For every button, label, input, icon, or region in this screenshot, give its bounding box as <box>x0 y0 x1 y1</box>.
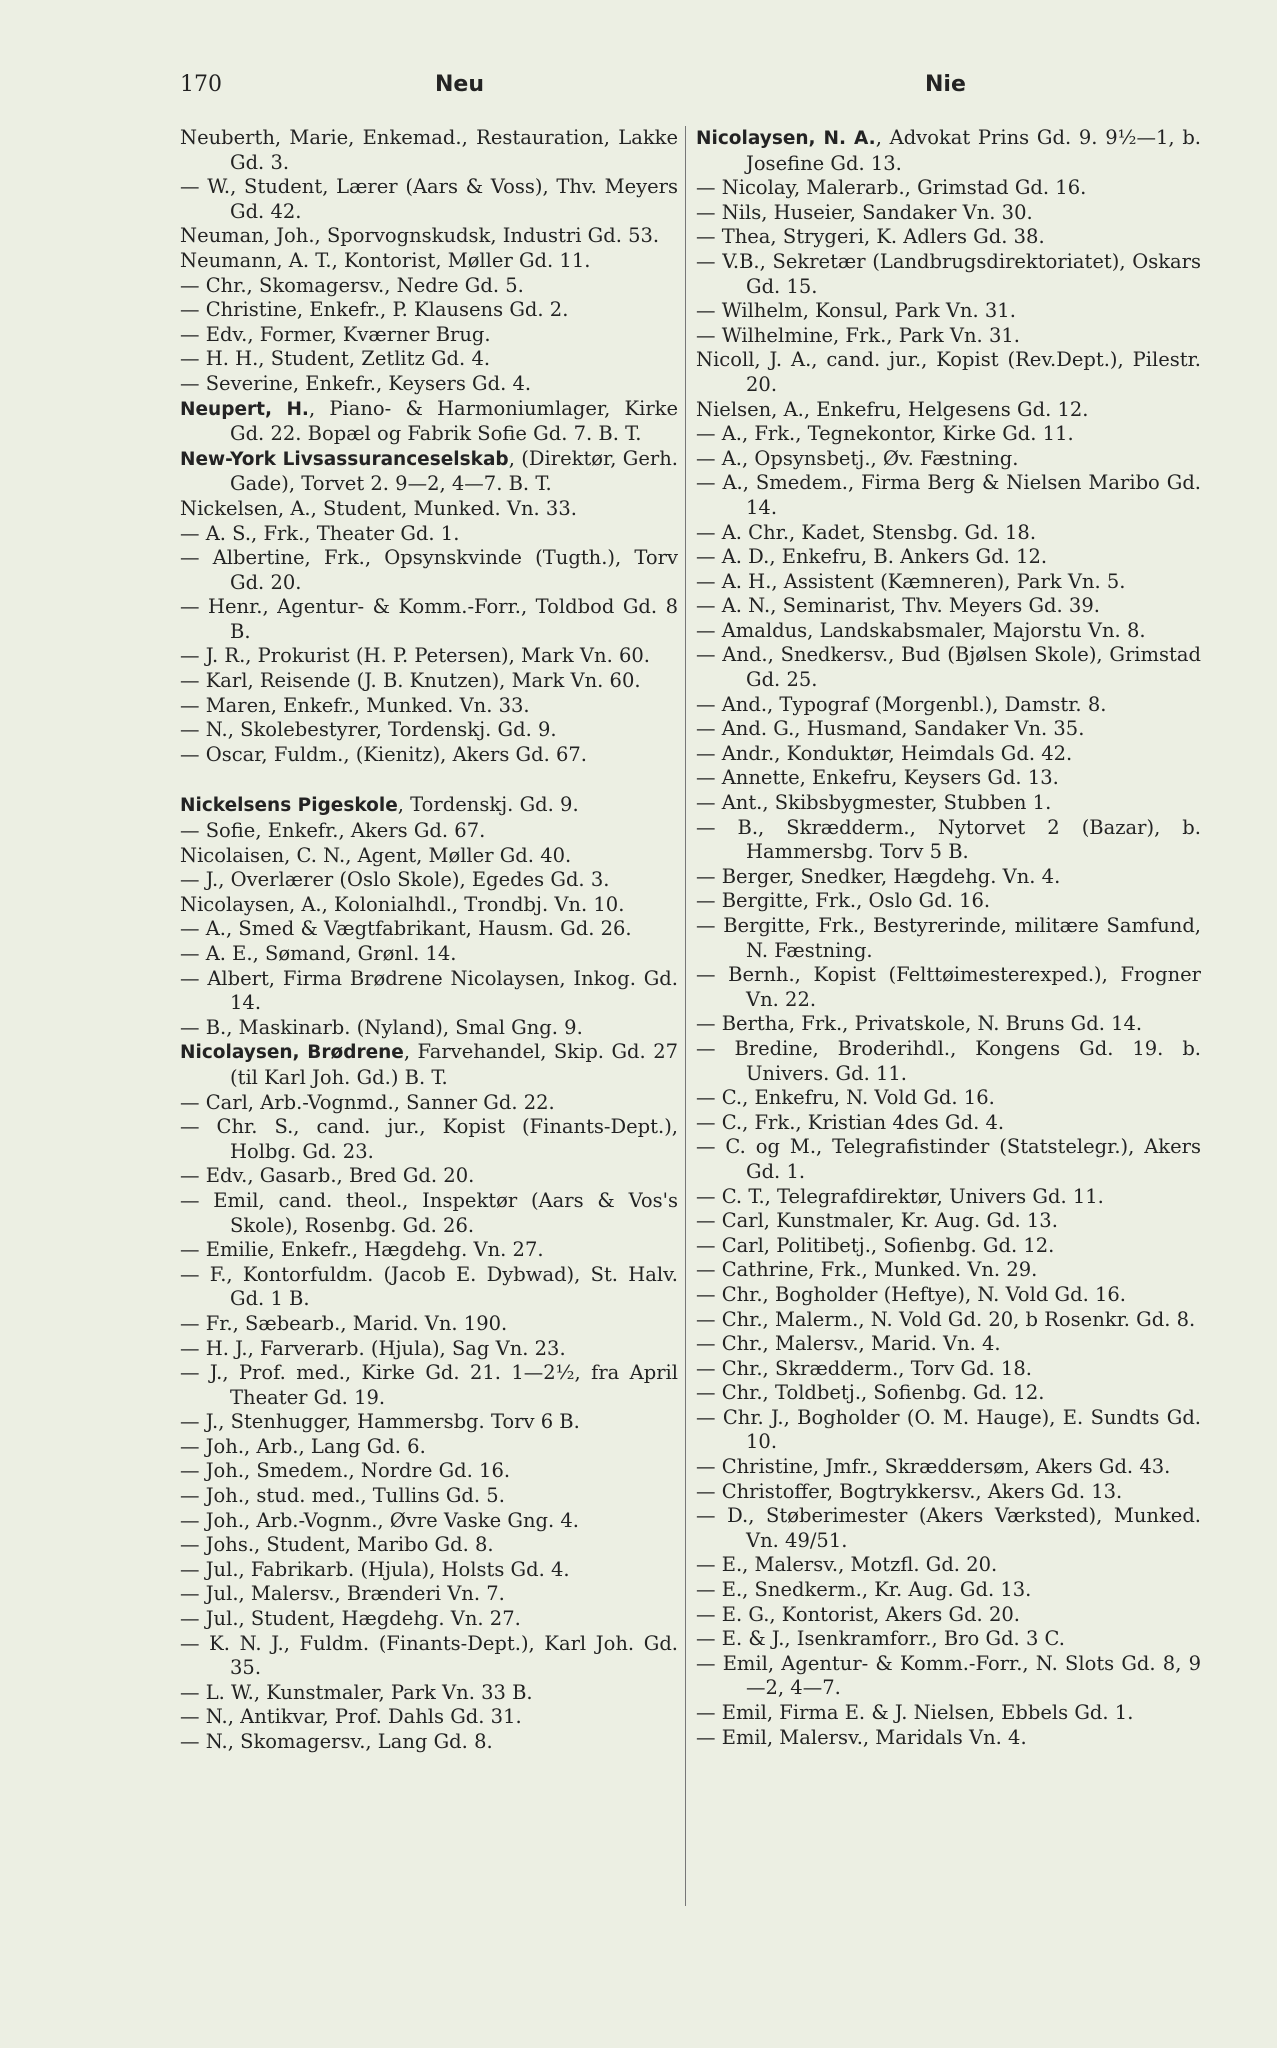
entry-text: Bergitte, Frk., Bestyrerinde, militære Samfund, N. Fæstning. <box>723 914 1202 962</box>
directory-entry <box>696 1578 1201 1603</box>
entry-text: B., Maskinarb. (Nyland), Smal Gng. 9. <box>205 1015 583 1039</box>
entry-text: B., Skrædderm., Nytorvet 2 (Bazar), b. Hammersbg. Torv 5 B. <box>737 815 1201 864</box>
entry-text: Chr. S., cand. jur., Kopist (Finants-Dept.), Holbg. Gd. 23. <box>216 1115 678 1163</box>
directory-entry <box>180 1533 678 1558</box>
entry-text: Albert, Firma Brødrene Nicolaysen, Inkog. Gd. 14. <box>207 966 678 1015</box>
directory-entry <box>180 497 678 522</box>
directory-entry <box>696 398 1201 423</box>
entry-text: C. T., Telegrafdirektør, Univers Gd. 11. <box>721 1184 1104 1208</box>
entry-text: Carl, Kunstmaler, Kr. Aug. Gd. 13. <box>721 1209 1058 1233</box>
directory-entry <box>696 348 1201 397</box>
entry-text: Jul., Fabrikarb. (Hjula), Holsts Gd. 4. <box>205 1557 570 1581</box>
entry-text: Neuberth, Marie, Enkemad., Restauration, Lakke Gd. 3. <box>180 126 678 174</box>
entry-text: Karl, Reisende (J. B. Knutzen), Mark Vn. 60. <box>205 669 641 693</box>
entry-text: Ant., Skibsbygmester, Stubben 1. <box>721 791 1052 815</box>
directory-entry <box>696 250 1201 299</box>
directory-entry <box>180 372 678 397</box>
entry-text: , Tordenskj. Gd. 9. <box>397 793 579 817</box>
directory-entry <box>180 793 678 819</box>
entry-text: Nielsen, A., Enkefru, Helgesens Gd. 12. <box>696 397 1089 421</box>
directory-entry <box>696 299 1201 324</box>
directory-entry <box>696 471 1201 520</box>
entry-text: E. G., Kontorist, Akers Gd. 20. <box>721 1602 1020 1626</box>
entry-text: Andr., Konduktør, Heimdals Gd. 42. <box>721 741 1073 765</box>
directory-entry <box>696 1553 1201 1578</box>
directory-entry <box>696 225 1201 250</box>
directory-entry <box>696 1603 1201 1628</box>
entry-text: Fr., Sæbearb., Marid. Vn. 190. <box>205 1311 508 1335</box>
directory-entry <box>696 1283 1201 1308</box>
entry-text: Chr., Malerm., N. Vold Gd. 20, b Rosenkr. Gd. 8. <box>721 1307 1196 1331</box>
entry-text: J. R., Prokurist (H. P. Petersen), Mark Vn. 60. <box>205 644 650 668</box>
entry-text: N., Antikvar, Prof. Dahls Gd. 31. <box>205 1705 522 1729</box>
entry-heading: Neupert, H. <box>180 398 309 420</box>
directory-entry <box>696 594 1201 619</box>
directory-entry <box>180 967 678 1016</box>
entry-text: A., Frk., Tegnekontor, Kirke Gd. 11. <box>721 422 1074 446</box>
directory-entry <box>696 1381 1201 1406</box>
directory-entry <box>180 249 678 274</box>
directory-entry <box>180 1164 678 1189</box>
directory-entry <box>180 298 678 323</box>
entry-text: A. E., Sømand, Grønl. 14. <box>205 942 457 965</box>
directory-entry <box>180 224 678 249</box>
directory-entry <box>180 1238 678 1263</box>
directory-entry <box>180 819 678 844</box>
directory-entry <box>180 1040 678 1090</box>
entry-text: Carl, Arb.-Vognmd., Sanner Gd. 22. <box>205 1090 555 1114</box>
directory-entry <box>180 1632 678 1681</box>
entry-text: And., Typograf (Morgenbl.), Damstr. 8. <box>721 692 1107 716</box>
entry-text: Maren, Enkefr., Munked. Vn. 33. <box>205 693 530 717</box>
directory-entry <box>696 1185 1201 1210</box>
entry-text: A. N., Seminarist, Thv. Meyers Gd. 39. <box>721 594 1100 618</box>
directory-entry <box>180 1705 678 1730</box>
entry-text: J., Stenhugger, Hammersbg. Torv 6 B. <box>205 1410 580 1434</box>
entry-text: Emil, cand. theol., Inspektør (Aars & Vos's Skole), Rosenbg. Gd. 26. <box>213 1188 678 1237</box>
entry-text: Chr., Malersv., Marid. Vn. 4. <box>721 1332 1001 1356</box>
entry-heading: New-York Livsassuranceselskab <box>180 448 509 470</box>
directory-entry <box>696 717 1201 742</box>
directory-entry <box>180 1730 678 1755</box>
entry-text: Joh., Arb., Lang Gd. 6. <box>205 1434 426 1458</box>
entry-text: H. J., Farverarb. (Hjula), Sag Vn. 23. <box>205 1336 566 1360</box>
entry-text: N., Skomagersv., Lang Gd. 8. <box>205 1730 493 1753</box>
entry-text: Christine, Enkefr., P. Klausens Gd. 2. <box>205 298 569 322</box>
entry-text: Johs., Student, Maribo Gd. 8. <box>205 1533 494 1557</box>
entry-text: Jul., Student, Hægdehg. Vn. 27. <box>205 1607 521 1631</box>
directory-entry <box>180 1091 678 1116</box>
directory-entry <box>696 1111 1201 1136</box>
entry-text: Emil, Firma E. & J. Nielsen, Ebbels Gd. 1. <box>721 1701 1134 1724</box>
directory-entry <box>180 1582 678 1607</box>
entry-text: A. Chr., Kadet, Stensbg. Gd. 18. <box>721 520 1037 544</box>
directory-entry <box>180 893 678 918</box>
entry-text: H. H., Student, Zetlitz Gd. 4. <box>205 347 491 371</box>
directory-entry <box>696 693 1201 718</box>
entry-text: N., Skolebestyrer, Tordenskj. Gd. 9. <box>205 718 557 742</box>
directory-entry <box>180 743 678 768</box>
directory-entry <box>180 1361 678 1410</box>
directory-entry <box>696 1258 1201 1283</box>
directory-entry <box>180 1607 678 1632</box>
entry-text: Nicoll, J. A., cand. jur., Kopist (Rev.Dept.), Pilestr. 20. <box>696 348 1201 396</box>
entry-text: Christine, Jmfr., Skræddersøm, Akers Gd. 43. <box>721 1455 1171 1479</box>
directory-entry <box>696 1209 1201 1234</box>
directory-entry <box>696 1332 1201 1357</box>
entry-text: Emil, Agentur- & Komm.-Forr., N. Slots Gd. 8, 9—2, 4—7. <box>722 1651 1201 1700</box>
directory-entry <box>696 1480 1201 1505</box>
entry-text: Amaldus, Landskabsmaler, Majorstu Vn. 8. <box>721 618 1146 642</box>
directory-entry <box>180 1681 678 1706</box>
directory-entry <box>180 1312 678 1337</box>
directory-entry <box>180 669 678 694</box>
directory-entry <box>696 570 1201 595</box>
entry-text: J., Prof. med., Kirke Gd. 21. 1—2½, fra April Theater Gd. 19. <box>209 1361 678 1409</box>
page-number: 170 <box>180 72 222 97</box>
entry-text: Nicolay, Malerarb., Grimstad Gd. 16. <box>721 176 1087 200</box>
entry-text: L. W., Kunstmaler, Park Vn. 33 B. <box>205 1680 533 1704</box>
directory-entry <box>696 1406 1201 1455</box>
entry-text: E. & J., Isenkramforr., Bro Gd. 3 C. <box>721 1627 1065 1651</box>
entry-text: W., Student, Lærer (Aars & Voss), Thv. Meyers Gd. 42. <box>207 175 679 223</box>
right-column <box>696 126 1201 1750</box>
directory-entry <box>180 942 678 967</box>
directory-entry <box>180 1484 678 1509</box>
directory-entry <box>696 1504 1201 1553</box>
entry-text: C., Enkefru, N. Vold Gd. 16. <box>721 1086 995 1110</box>
entry-text: Neuman, Joh., Sporvognskudsk, Industri Gd. 53. <box>180 224 660 248</box>
directory-entry <box>696 791 1201 816</box>
directory-entry <box>696 643 1201 692</box>
directory-entry <box>180 447 678 497</box>
directory-entry <box>180 1189 678 1238</box>
directory-entry <box>696 1086 1201 1111</box>
entry-text: Bredine, Broderihdl., Kongens Gd. 19. b. Univers. Gd. 11. <box>734 1036 1202 1085</box>
entry-text: Nicolaysen, A., Kolonialhdl., Trondbj. Vn. 10. <box>180 892 625 916</box>
directory-entry <box>696 1308 1201 1333</box>
directory-entry <box>180 175 678 224</box>
entry-text: And., Snedkersv., Bud (Bjølsen Skole), Grimstad Gd. 25. <box>722 643 1201 692</box>
directory-entry <box>180 1459 678 1484</box>
directory-entry <box>696 1701 1201 1726</box>
directory-entry <box>696 1726 1201 1751</box>
directory-entry <box>696 201 1201 226</box>
entry-text: A. S., Frk., Theater Gd. 1. <box>205 521 460 545</box>
directory-entry <box>180 868 678 893</box>
entry-text: Chr. J., Bogholder (O. M. Hauge), E. Sundts Gd. 10. <box>722 1405 1202 1454</box>
entry-text: , (Direktør, Gerh. Gade), Torvet 2. 9—2, 4—7. B. T. <box>230 446 679 496</box>
entry-text: Nils, Huseier, Sandaker Vn. 30. <box>721 200 1033 224</box>
directory-entry <box>180 1337 678 1362</box>
directory-entry <box>180 917 678 942</box>
entry-text: Nicolaisen, C. N., Agent, Møller Gd. 40. <box>180 843 572 867</box>
directory-entry <box>696 1135 1201 1184</box>
entry-text: Cathrine, Frk., Munked. Vn. 29. <box>721 1258 1038 1282</box>
directory-entry <box>180 595 678 644</box>
left-column <box>180 126 678 1755</box>
entry-text: K. N. J., Fuldm. (Finants-Dept.), Karl Joh. Gd. 35. <box>209 1631 678 1680</box>
directory-entry <box>696 619 1201 644</box>
directory-entry <box>696 1357 1201 1382</box>
right-guide-word: Nie <box>925 72 966 97</box>
directory-entry <box>696 865 1201 890</box>
entry-text: Bernh., Kopist (Felttøimesterexped.), Frogner Vn. 22. <box>728 963 1201 1011</box>
entry-text: Chr., Bogholder (Heftye), N. Vold Gd. 16. <box>721 1282 1126 1306</box>
entry-text: Emil, Malersv., Maridals Vn. 4. <box>721 1725 1027 1749</box>
entry-text: Berger, Snedker, Hægdehg. Vn. 4. <box>721 864 1061 888</box>
entry-text: Severine, Enkefr., Keysers Gd. 4. <box>205 371 532 395</box>
entry-text: Christoffer, Bogtrykkersv., Akers Gd. 13. <box>721 1479 1123 1503</box>
directory-entry <box>696 545 1201 570</box>
entry-heading: Nicolaysen, Brødrene <box>180 1042 404 1064</box>
column-divider <box>685 126 686 1906</box>
entry-text: Oscar, Fuldm., (Kienitz), Akers Gd. 67. <box>205 742 588 766</box>
entry-text: , Piano- & Harmoniumlager, Kirke Gd. 22. Bopæl og Fabrik Sofie Gd. 7. B. T. <box>230 396 678 446</box>
directory-entry <box>180 1263 678 1312</box>
directory-entry <box>180 694 678 719</box>
directory-entry <box>180 1509 678 1534</box>
directory-entry <box>696 742 1201 767</box>
directory-entry <box>180 1410 678 1435</box>
directory-entry <box>180 397 678 447</box>
entry-text: Joh., stud. med., Tullins Gd. 5. <box>205 1484 505 1508</box>
entry-text: Chr., Skrædderm., Torv Gd. 18. <box>721 1356 1032 1380</box>
directory-entry <box>180 274 678 299</box>
entry-text: , Advokat Prins Gd. 9. 9½—1, b. Josefine Gd. 13. <box>746 126 1201 175</box>
entry-text: A., Opsynsbetj., Øv. Fæstning. <box>721 446 1019 470</box>
directory-entry <box>696 176 1201 201</box>
entry-text: Annette, Enkefru, Keysers Gd. 13. <box>721 766 1059 790</box>
entry-text: J., Overlærer (Oslo Skole), Egedes Gd. 3. <box>205 868 610 892</box>
directory-entry <box>180 1558 678 1583</box>
entry-text: Chr., Skomagersv., Nedre Gd. 5. <box>205 273 524 297</box>
directory-entry <box>180 126 678 175</box>
directory-entry <box>696 1037 1201 1086</box>
directory-entry <box>180 1435 678 1460</box>
directory-entry <box>696 1455 1201 1480</box>
entry-text: Sofie, Enkefr., Akers Gd. 67. <box>205 819 486 843</box>
directory-entry <box>696 889 1201 914</box>
entry-text: A., Smed & Vægtfabrikant, Hausm. Gd. 26. <box>205 917 632 941</box>
entry-text: Carl, Politibetj., Sofienbg. Gd. 12. <box>721 1233 1055 1257</box>
entry-text: Joh., Smedem., Nordre Gd. 16. <box>205 1459 511 1483</box>
page-header <box>180 72 1210 106</box>
directory-entry <box>180 323 678 348</box>
entry-text: Jul., Malersv., Brænderi Vn. 7. <box>205 1582 505 1606</box>
entry-text: A., Smedem., Firma Berg & Nielsen Maribo Gd. 14. <box>722 471 1202 519</box>
entry-text: C., Frk., Kristian 4des Gd. 4. <box>721 1110 1005 1134</box>
entry-text: Wilhelm, Konsul, Park Vn. 31. <box>721 299 1016 323</box>
entry-text: , Farvehandel, Skip. Gd. 27 (til Karl Joh. Gd.) B. T. <box>230 1040 679 1089</box>
entry-text: Joh., Arb.-Vognm., Øvre Vaske Gng. 4. <box>205 1508 579 1532</box>
directory-entry <box>696 1012 1201 1037</box>
directory-entry <box>180 1016 678 1041</box>
directory-entry <box>180 546 678 595</box>
entry-text: C. og M., Telegrafistinder (Statstelegr.), Akers Gd. 1. <box>725 1135 1201 1183</box>
entry-heading: Nicolaysen, N. A. <box>696 128 876 149</box>
directory-entry <box>696 521 1201 546</box>
entry-text: Albertine, Frk., Opsynskvinde (Tugth.), Torv Gd. 20. <box>212 546 678 594</box>
entry-heading: Nickelsens Pigeskole <box>180 795 398 817</box>
directory-entry <box>180 718 678 743</box>
entry-text: Bertha, Frk., Privatskole, N. Bruns Gd. 14. <box>721 1012 1143 1036</box>
entry-text: A. D., Enkefru, B. Ankers Gd. 12. <box>721 545 1048 569</box>
entry-text: Thea, Strygeri, K. Adlers Gd. 38. <box>721 225 1045 249</box>
entry-text: Emilie, Enkefr., Hægdehg. Vn. 27. <box>205 1238 544 1262</box>
directory-entry <box>696 1627 1201 1652</box>
directory-entry <box>180 644 678 669</box>
directory-entry <box>696 914 1201 963</box>
directory-entry <box>696 447 1201 472</box>
entry-text: Henr., Agentur- & Komm.-Forr., Toldbod Gd. 8 B. <box>208 595 678 643</box>
entry-text: Wilhelmine, Frk., Park Vn. 31. <box>721 323 1020 347</box>
directory-entry <box>180 1115 678 1164</box>
entry-text: F., Kontorfuldm. (Jacob E. Dybwad), St. Halv. Gd. 1 B. <box>209 1262 678 1311</box>
entry-text: D., Støberimester (Akers Værksted), Munked. Vn. 49/51. <box>727 1504 1202 1552</box>
entry-text: Neumann, A. T., Kontorist, Møller Gd. 11. <box>180 248 591 272</box>
left-guide-word: Neu <box>435 72 484 97</box>
directory-entry <box>696 324 1201 349</box>
entry-text: A. H., Assistent (Kæmneren), Park Vn. 5. <box>721 569 1126 593</box>
directory-entry <box>696 1652 1201 1701</box>
directory-entry <box>696 816 1201 865</box>
entry-text: Nickelsen, A., Student, Munked. Vn. 33. <box>180 496 577 520</box>
entry-text: Edv., Gasarb., Bred Gd. 20. <box>205 1164 475 1188</box>
entry-text: Edv., Former, Kværner Brug. <box>205 322 491 346</box>
directory-entry <box>696 126 1201 176</box>
directory-entry <box>696 422 1201 447</box>
directory-entry <box>180 347 678 372</box>
directory-entry <box>180 844 678 869</box>
entry-text: E., Malersv., Motzfl. Gd. 20. <box>721 1553 998 1577</box>
directory-entry <box>696 766 1201 791</box>
directory-entry <box>180 522 678 547</box>
entry-text: E., Snedkerm., Kr. Aug. Gd. 13. <box>721 1578 1032 1602</box>
entry-text: And. G., Husmand, Sandaker Vn. 35. <box>721 717 1085 741</box>
entry-text: Bergitte, Frk., Oslo Gd. 16. <box>721 889 991 913</box>
directory-entry <box>696 1234 1201 1259</box>
entry-text: V.B., Sekretær (Landbrugsdirektoriatet), Oskars Gd. 15. <box>722 249 1201 298</box>
entry-text: Chr., Toldbetj., Sofienbg. Gd. 12. <box>721 1381 1045 1405</box>
directory-entry <box>696 963 1201 1012</box>
